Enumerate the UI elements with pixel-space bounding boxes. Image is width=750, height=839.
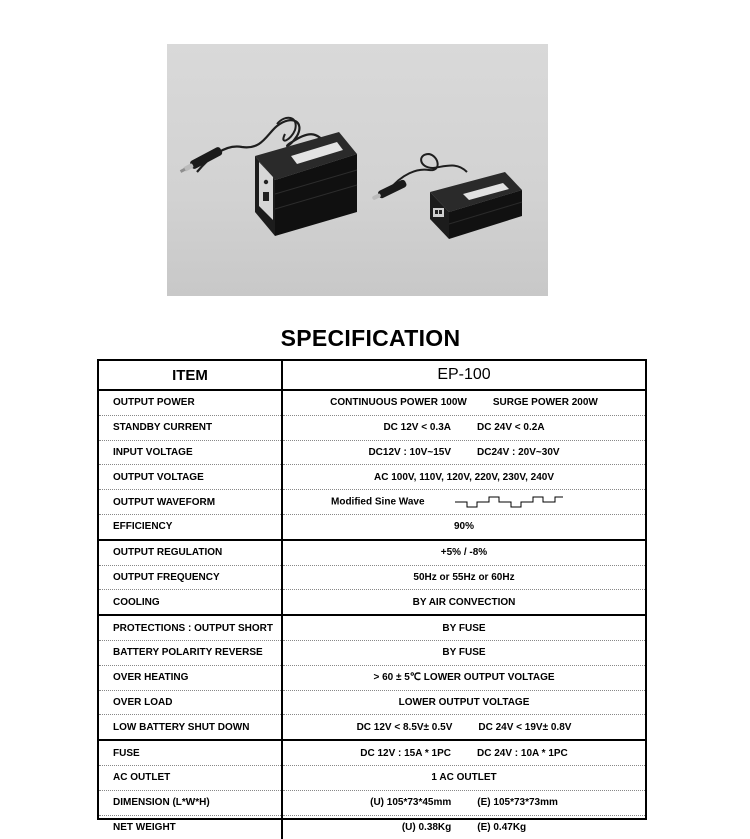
row-label: OUTPUT WAVEFORM: [99, 490, 282, 515]
inverter-illustration: [167, 44, 548, 296]
table-row: [99, 390, 645, 415]
value-a: CONTINUOUS POWER 100W: [330, 397, 467, 409]
value-b: DC24V : 20V~30V: [477, 446, 560, 458]
row-value: [282, 740, 645, 765]
value-b: (E) 0.47Kg: [477, 821, 527, 833]
row-label: OUTPUT POWER: [99, 390, 282, 415]
row-value: [282, 415, 645, 440]
table-row: [99, 514, 645, 539]
table-row: [99, 765, 645, 790]
row-value: AC 100V, 110V, 120V, 220V, 230V, 240V: [282, 465, 645, 490]
column-header-model: EP-100: [282, 361, 645, 390]
row-value: [282, 715, 645, 740]
table-row: [99, 415, 645, 440]
value-a: DC 12V < 8.5V± 0.5V: [356, 721, 453, 733]
value-b: SURGE POWER 200W: [492, 397, 598, 409]
row-value: [282, 790, 645, 815]
value-b: DC 24V < 0.2A: [477, 422, 545, 434]
row-label: INPUT VOLTAGE: [99, 440, 282, 465]
row-label: STANDBY CURRENT: [99, 415, 282, 440]
modified-sine-wave-icon: [455, 495, 563, 509]
table-row: [99, 440, 645, 465]
row-label: BATTERY POLARITY REVERSE: [99, 640, 282, 665]
value-b: DC 24V < 19V± 0.8V: [478, 721, 572, 733]
table-row: [99, 615, 645, 640]
row-label: PROTECTIONS : OUTPUT SHORT: [99, 615, 282, 640]
row-value: 90%: [282, 514, 645, 539]
value-a: Modified Sine Wave: [331, 496, 425, 508]
table-row: [99, 740, 645, 765]
row-label: OVER HEATING: [99, 665, 282, 690]
row-label: AC OUTLET: [99, 765, 282, 790]
table-row: [99, 540, 645, 565]
value-a: DC 12V < 0.3A: [383, 422, 451, 434]
table-row: [99, 665, 645, 690]
row-label: LOW BATTERY SHUT DOWN: [99, 715, 282, 740]
row-value: [282, 815, 645, 839]
value-b: (E) 105*73*73mm: [477, 797, 558, 809]
row-label: OUTPUT VOLTAGE: [99, 465, 282, 490]
row-label: OUTPUT REGULATION: [99, 540, 282, 565]
row-label: OUTPUT FREQUENCY: [99, 565, 282, 590]
row-value: [282, 490, 645, 515]
row-value: > 60 ± 5℃ LOWER OUTPUT VOLTAGE: [282, 665, 645, 690]
table-row: [99, 815, 645, 839]
value-a: DC 12V : 15A * 1PC: [360, 747, 451, 759]
row-value: BY FUSE: [282, 640, 645, 665]
row-label: COOLING: [99, 590, 282, 615]
row-label: EFFICIENCY: [99, 514, 282, 539]
row-value: 1 AC OUTLET: [282, 765, 645, 790]
row-value: [282, 390, 645, 415]
row-label: OVER LOAD: [99, 690, 282, 715]
table-row: [99, 490, 645, 515]
table-row: [99, 640, 645, 665]
product-photo: [167, 44, 548, 296]
value-a: (U) 105*73*45mm: [370, 797, 452, 809]
column-header-item: ITEM: [99, 361, 282, 390]
row-value: [282, 440, 645, 465]
table-row: [99, 690, 645, 715]
table-row: [99, 565, 645, 590]
row-value: BY AIR CONVECTION: [282, 590, 645, 615]
table-header-row: [99, 361, 645, 390]
row-value: BY FUSE: [282, 615, 645, 640]
row-value: LOWER OUTPUT VOLTAGE: [282, 690, 645, 715]
value-b: DC 24V : 10A * 1PC: [477, 747, 568, 759]
row-label: NET WEIGHT: [99, 815, 282, 839]
value-a: (U) 0.38Kg: [401, 821, 452, 833]
table-row: [99, 790, 645, 815]
spec-table: [97, 359, 647, 833]
table-row: [99, 715, 645, 740]
row-label: DIMENSION (L*W*H): [99, 790, 282, 815]
value-a: DC12V : 10V~15V: [368, 446, 451, 458]
row-label: FUSE: [99, 740, 282, 765]
row-value: 50Hz or 55Hz or 60Hz: [282, 565, 645, 590]
table-row: [99, 465, 645, 490]
page-title: SPECIFICATION: [280, 325, 461, 351]
table-row: [99, 590, 645, 615]
row-value: +5% / -8%: [282, 540, 645, 565]
